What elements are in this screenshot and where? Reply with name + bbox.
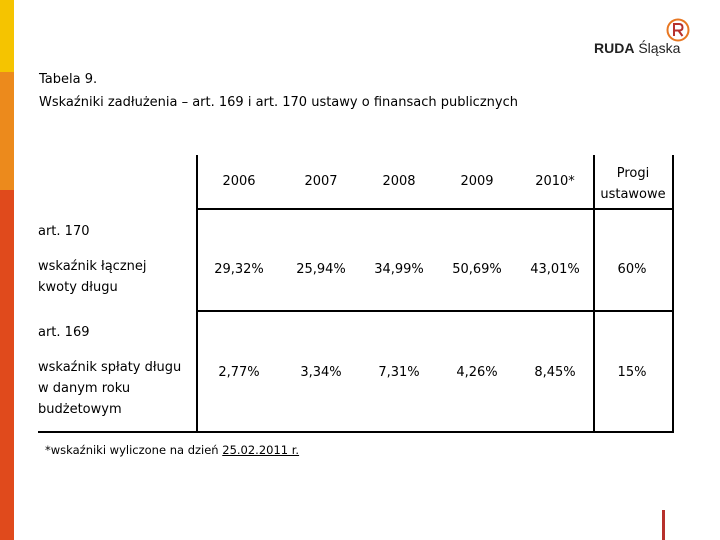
row-label-splata-dlugu: wskaźnik spłaty długu w danym roku budżetowym <box>38 360 182 417</box>
table-cell: 25,94% <box>296 262 346 277</box>
column-header-2006: 2006 <box>222 174 256 189</box>
table-caption-title: Wskaźniki zadłużenia – art. 169 i art. 170 ustawy o finansach publicznych <box>39 95 518 110</box>
table-cell: 8,45% <box>534 365 576 380</box>
table-cell: 43,01% <box>530 262 580 277</box>
table-bottom <box>38 431 674 433</box>
table-caption-number: Tabela 9. <box>39 72 98 87</box>
column-header-2008: 2008 <box>382 174 416 189</box>
table-cell: 3,34% <box>300 365 342 380</box>
row-label-laczna-kwota: wskaźnik łącznej kwoty długu <box>38 259 147 295</box>
table-header-bottom <box>196 208 674 210</box>
section-art-169: art. 169 <box>38 325 90 340</box>
side-stripe-yellow <box>0 0 14 72</box>
table-cell: 50,69% <box>452 262 502 277</box>
table-divider <box>196 310 674 312</box>
logo <box>594 16 704 60</box>
logo-text: RUDA Śląska <box>594 40 681 56</box>
table-cell: 7,31% <box>378 365 420 380</box>
ruda-slaska-logo-icon <box>666 18 690 42</box>
table-border-right <box>672 155 674 433</box>
column-header-2009: 2009 <box>460 174 494 189</box>
footnote: *wskaźniki wyliczone na dzień 25.02.2011 r. <box>45 443 300 457</box>
side-stripe-orange <box>0 72 14 190</box>
column-header-progi: Progi ustawowe <box>600 166 666 202</box>
table-cell: 2,77% <box>218 365 260 380</box>
table-cell: 29,32% <box>214 262 264 277</box>
bottom-mark <box>662 510 665 540</box>
table-cell: 4,26% <box>456 365 498 380</box>
column-header-2007: 2007 <box>304 174 338 189</box>
table-cell-progi: 15% <box>617 365 647 380</box>
side-stripe-red <box>0 190 14 540</box>
column-header-2010: 2010* <box>535 174 575 189</box>
section-art-170: art. 170 <box>38 224 90 239</box>
table-border-left <box>196 155 198 433</box>
table-cell-progi: 60% <box>617 262 647 277</box>
table-cell: 34,99% <box>374 262 424 277</box>
